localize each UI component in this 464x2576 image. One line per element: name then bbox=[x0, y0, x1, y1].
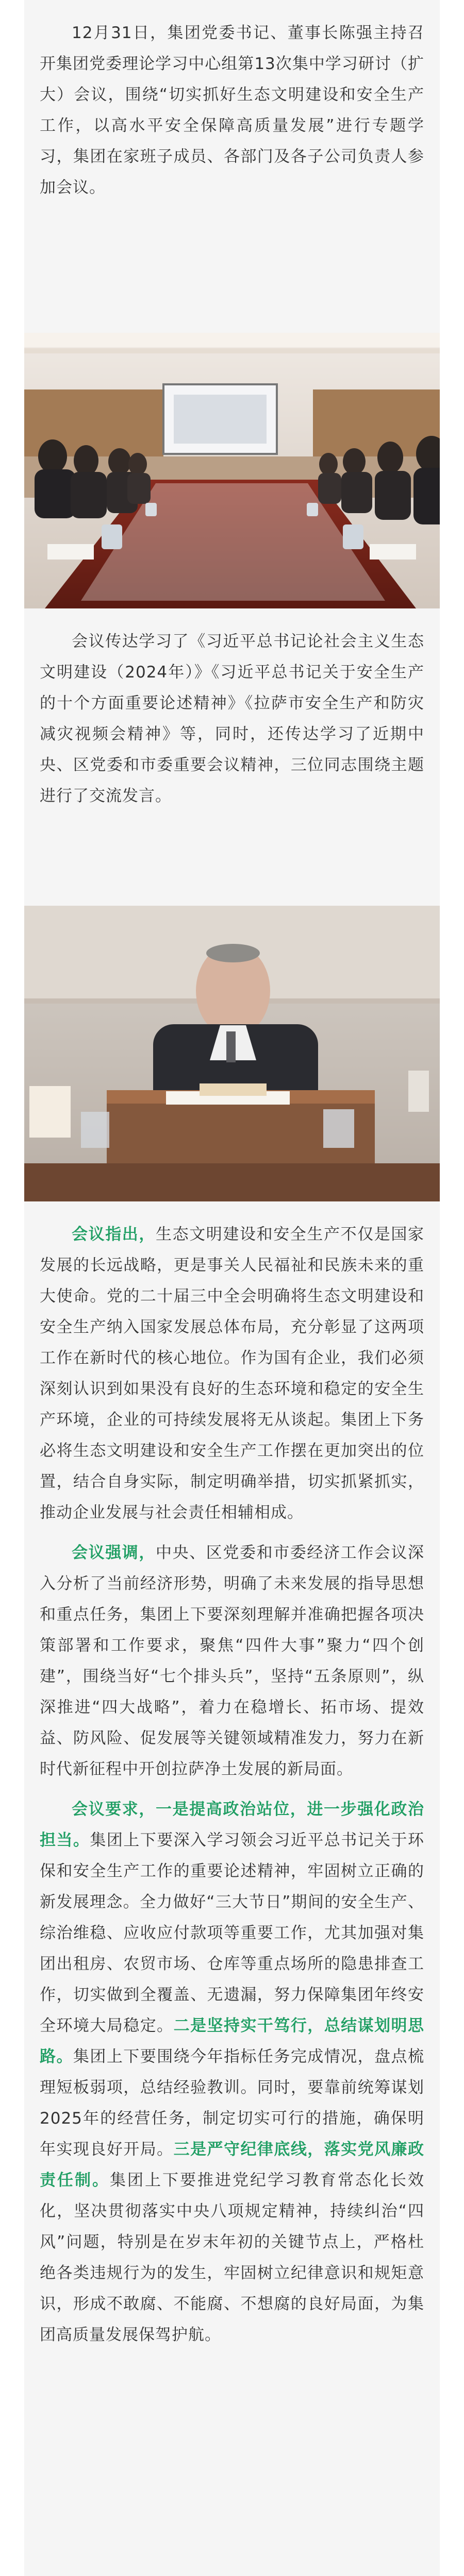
requirement-3-body: 集团上下要推进党纪学习教育常态化长效化，坚决贯彻落实中央八项规定精神，持续纠治“四风”问题，特别是在岁末年初的关键节点上，严格杜绝各类违规行为的发生，牢固树立纪律意识和规矩意识，形成不敢腐、不能腐、不想腐的良好局面，为集团高质量发展保驾护航。 bbox=[40, 2171, 424, 2344]
speaker-photo bbox=[24, 906, 440, 1201]
chairman-speaking-image bbox=[24, 906, 440, 1201]
requirement-2-body: 集团上下要围绕今年指标任务完成情况，盘点梳理短板弱项，总结经验教训。同时，要靠前统筹谋划2025年的经营任务，制定切实可行的措施，确保明年实现良好开局。 bbox=[40, 2047, 425, 2159]
requirement-2-heading: 二是坚持实干笃行，总结谋划明思路。 bbox=[40, 2016, 425, 2066]
meeting-pointed-out-paragraph bbox=[40, 1219, 424, 1528]
meeting-requirements-lead: 会议要求， bbox=[72, 1800, 156, 1819]
requirement-3-heading: 三是严守纪律底线，落实党风廉政责任制。 bbox=[40, 2140, 425, 2190]
intro-paragraph: 12月31日，集团党委书记、董事长陈强主持召开集团党委理论学习中心组第13次集中学习研讨（扩大）会议，围绕“切实抓好生态文明建设和安全生产工作，以高水平安全保障高质量发展”进行专题学习，集团在家班子成员、各部门及各子公司负责人参加会议。 bbox=[40, 24, 424, 197]
intro-section bbox=[24, 0, 440, 333]
meeting-photo bbox=[24, 333, 440, 608]
requirement-1-body: 集团上下要深入学习领会习近平总书记关于环保和安全生产工作的重要论述精神，牢固树立正确的新发展理念。全力做好“三大节日”期间的安全生产、综治维稳、应收应付款项等重要工作，尤其加强对集团出租房、农贸市场、仓库等重点场所的隐患排查工作，切实做到全覆盖、无遗漏，努力保障集团年终安全环境大局稳定。 bbox=[40, 1831, 425, 2035]
learning-summary-section bbox=[24, 608, 440, 906]
meeting-emphasized-body: 中央、区党委和市委经济工作会议深入分析了当前经济形势，明确了未来发展的指导思想和重点任务，集团上下要深刻理解并准确把握各项决策部署和工作要求，聚焦“四件大事”聚力“四个创建”，围绕当好“七个排头兵”，坚持“五条原则”，纵深推进“四大战略”，着力在稳增长、拓市场、提效益、防风险、促发展等关键领域精准发力，努力在新时代新征程中开创拉萨净土发展的新局面。 bbox=[40, 1544, 424, 1778]
meeting-requirements-paragraph bbox=[40, 1794, 424, 2350]
meeting-emphasized-lead: 会议强调， bbox=[72, 1544, 156, 1562]
meeting-emphasized-paragraph bbox=[40, 1537, 424, 1785]
meeting-pointed-out-body: 生态文明建设和安全生产不仅是国家发展的长远战略，更是事关人民福祉和民族未来的重大使命。党的二十届三中全会明确将生态文明建设和安全生产纳入国家发展总体布局，充分彰显了这两项工作在新时代的核心地位。作为国有企业，我们必须深刻认识到如果没有良好的生态环境和稳定的安全生产环境，企业的可持续发展将无从谈起。集团上下务必将生态文明建设和安全生产工作摆在更加突出的位置，结合自身实际，制定明确举措，切实抓紧抓实，推动企业发展与社会责任相辅相成。 bbox=[40, 1225, 424, 1522]
learning-summary-paragraph: 会议传达学习了《习近平总书记论社会主义生态文明建设（2024年）》《习近平总书记关于安全生产的十个方面重要论述精神》《拉萨市安全生产和防灾减灾视频会精神》等，同时，还传达学习了近期中央、区党委和市委重要会议精神，三位同志围绕主题进行了交流发言。 bbox=[40, 632, 424, 805]
requirement-1-heading: 一是提高政治站位，进一步强化政治担当。 bbox=[40, 1800, 424, 1850]
meeting-pointed-out-lead: 会议指出， bbox=[72, 1225, 156, 1244]
conference-room-image bbox=[24, 333, 440, 608]
main-content-section bbox=[24, 1201, 440, 2576]
